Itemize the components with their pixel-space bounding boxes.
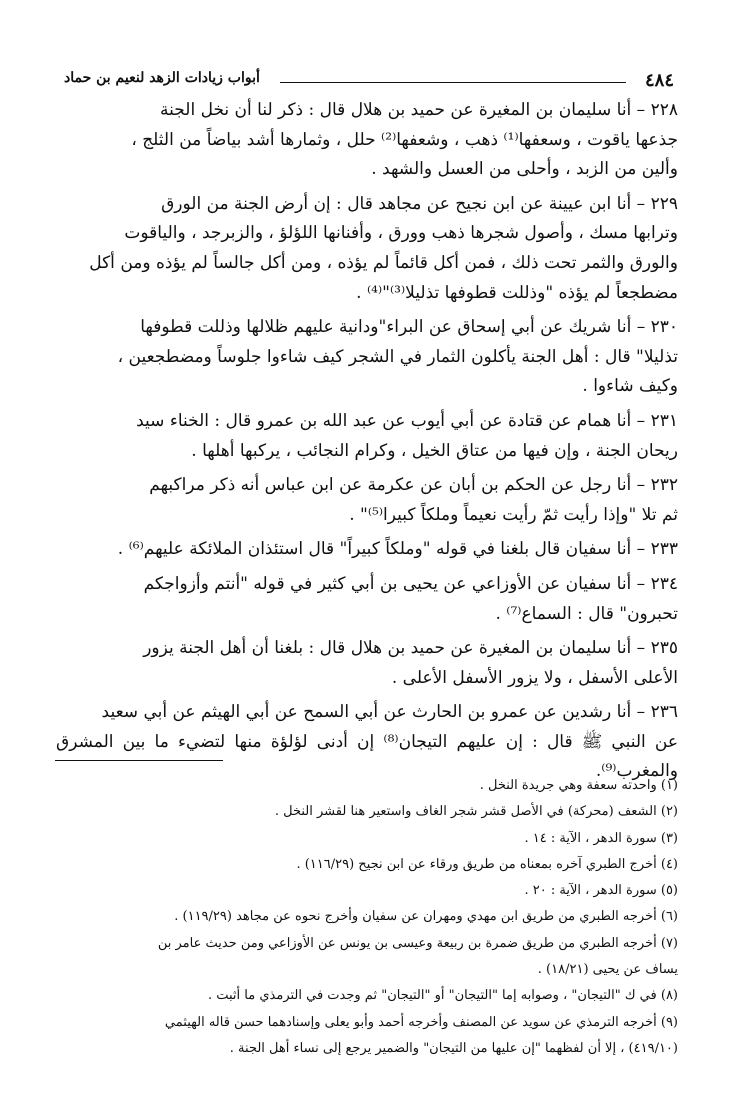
entry-line: تذليلا" قال : أهل الجنة يأكلون الثمار في الشجر كيف شاءوا جلوساً ومضطجعين ، — [117, 346, 678, 367]
footnote-6 — [52, 904, 678, 930]
entry-line: الأعلى الأسفل ، ولا يزور الأسفل الأعلى . — [391, 667, 678, 688]
entry-line: ٢٣٦ – أنا رشدين عن عمرو بن الحارث عن أبي السمح عن أبي الهيثم عن أبي سعيد — [101, 702, 678, 723]
footnote-line: (٢) الشعف (محركة) في الأصل قشر شجر الغاف واستعير هنا لقشر النخل . — [274, 804, 678, 820]
footnote-3 — [52, 826, 678, 852]
page-number: ٤٨٤ — [644, 70, 674, 91]
footnote-4 — [52, 852, 678, 878]
footnote-line: (٣) سورة الدهر ، الآية : ١٤ . — [524, 830, 678, 846]
entry-228 — [56, 96, 678, 185]
entry-line: ٢٢٨ – أنا سليمان بن المغيرة عن حميد بن هلال قال : ذكر لنا أن نخل الجنة — [160, 100, 678, 120]
entry-line: ٢٣٢ – أنا رجل عن الحكم بن أبان عن عكرمة عن ابن عباس أنه ذكر مراكبهم — [149, 475, 678, 496]
footnote-line: (٦) أخرجه الطبري من طريق ابن مهدي ومهران عن سفيان وأخرج نحوه عن مجاهد (١١٩/٢٩) . — [174, 909, 678, 925]
entry-line: ٢٣٥ – أنا سليمان بن المغيرة عن حميد بن هلال قال : بلغنا أن أهل الجنة يزور — [143, 638, 678, 659]
entry-line: جذعها ياقوت ، وسعفها⁽¹⁾ ذهب ، وشعفها⁽²⁾ حلل ، وثمارها أشد بياضاً من الثلج ، — [131, 129, 678, 150]
footnote-1 — [52, 773, 678, 799]
entry-line: ٢٣٠ – أنا شريك عن أبي إسحاق عن البراء"ودانية عليهم ظلالها وذللت قطوفها — [140, 317, 678, 338]
footnote-8 — [52, 983, 678, 1009]
entry-230 — [56, 313, 678, 402]
footnote-2 — [52, 799, 678, 825]
footnote-line: (٨) في ك "التيجان" ، وصوابه إما "التيجان" أو "التيجان" ثم وجدت في الترمذي ما أثبت . — [207, 988, 678, 1004]
entry-line: وكيف شاءوا . — [582, 376, 678, 397]
footnote-line: (٧) أخرجه الطبري من طريق ضمرة بن ربيعة وعيسى بن يونس عن الأوزاعي ومن حديث عامر بن — [157, 935, 678, 951]
entry-line: عن النبي ﷺ قال : إن عليهم التيجان⁽⁸⁾ إن أدنى لؤلؤة منها لتضيء ما بين المشرق والمغرب⁽⁹⁾. — [56, 731, 678, 782]
footnote-7 — [52, 931, 678, 984]
footnote-line: (١) واحدته سعفة وهي جريدة النخل . — [479, 778, 678, 793]
entry-line: وترابها مسك ، وأصول شجرها ذهب وورق ، وأفنانها اللؤلؤ ، والزبرجد ، والياقوت — [124, 223, 678, 244]
footnote-line: يساف عن يحيى (١٨/٢١) . — [537, 962, 678, 978]
entry-233 — [56, 535, 678, 565]
entry-234 — [56, 570, 678, 629]
entry-line: مضطجعاً لم يؤذه "وذللت قطوفها تذليلا⁽³⁾"⁽⁴⁾ . — [356, 282, 678, 303]
footnote-line: (٤١٩/١٠) ، إلا أن لفظهما "إن عليها من التيجان" والضمير يرجع إلى نساء أهل الجنة . — [229, 1040, 678, 1056]
running-title: أبواب زيادات الزهد لنعيم بن حماد — [64, 70, 260, 86]
entry-line: والورق والثمر تحت ذلك ، فمن أكل قائماً لم يؤذه ، ومن أكل جالساً لم يؤذه ومن أكل — [89, 252, 678, 273]
entry-line: ريحان الجنة ، وإن فيها من عتاق الخيل ، وكرام النجائب ، يركبها أهلها . — [191, 440, 678, 461]
entry-line: ٢٣١ – أنا همام عن قتادة عن أبي أيوب عن عبد الله بن عمرو قال : الخناء سيد — [136, 410, 678, 431]
footnotes — [52, 773, 678, 1062]
entry-229 — [56, 190, 678, 308]
entry-231 — [56, 407, 678, 466]
header-rule — [280, 82, 626, 83]
entry-line: ٢٣٤ – أنا سفيان عن الأوزاعي عن يحيى بن أبي كثير في قوله "أنتم وأزواجكم — [143, 573, 678, 594]
footnote-5 — [52, 878, 678, 904]
entry-line: وألين من الزبد ، وأحلى من العسل والشهد . — [371, 159, 678, 180]
entry-232 — [56, 471, 678, 530]
footnote-line: (٩) أخرجه الترمذي عن سويد عن المصنف وأخرجه أحمد وأبو يعلى وإسنادهما حسن قاله الهيثمي — [164, 1014, 678, 1030]
entry-235 — [56, 634, 678, 693]
entry-line: تحبرون" قال : السماع⁽⁷⁾ . — [495, 603, 678, 624]
entry-line: ٢٣٣ – أنا سفيان قال بلغنا في قوله "وملكاً كبيراً" قال استئذان الملائكة عليهم⁽⁶⁾ . — [117, 539, 678, 560]
footnote-9 — [52, 1010, 678, 1063]
running-header — [64, 62, 674, 96]
footnote-line: (٤) أخرج الطبري آخره بمعناه من طريق ورقاء عن ابن نجيح (١١٦/٢٩) . — [296, 856, 678, 872]
footnote-line: (٥) سورة الدهر ، الآية : ٢٠ . — [524, 883, 678, 899]
footnote-separator — [55, 760, 223, 761]
main-text — [56, 96, 678, 792]
entry-line: ٢٢٩ – أنا ابن عيينة عن ابن نجيح عن مجاهد قال : إن أرض الجنة من الورق — [161, 193, 678, 214]
entry-line: ثم تلا "وإذا رأيت ثمّ رأيت نعيماً وملكاً كبيرا⁽⁵⁾" . — [349, 504, 678, 525]
